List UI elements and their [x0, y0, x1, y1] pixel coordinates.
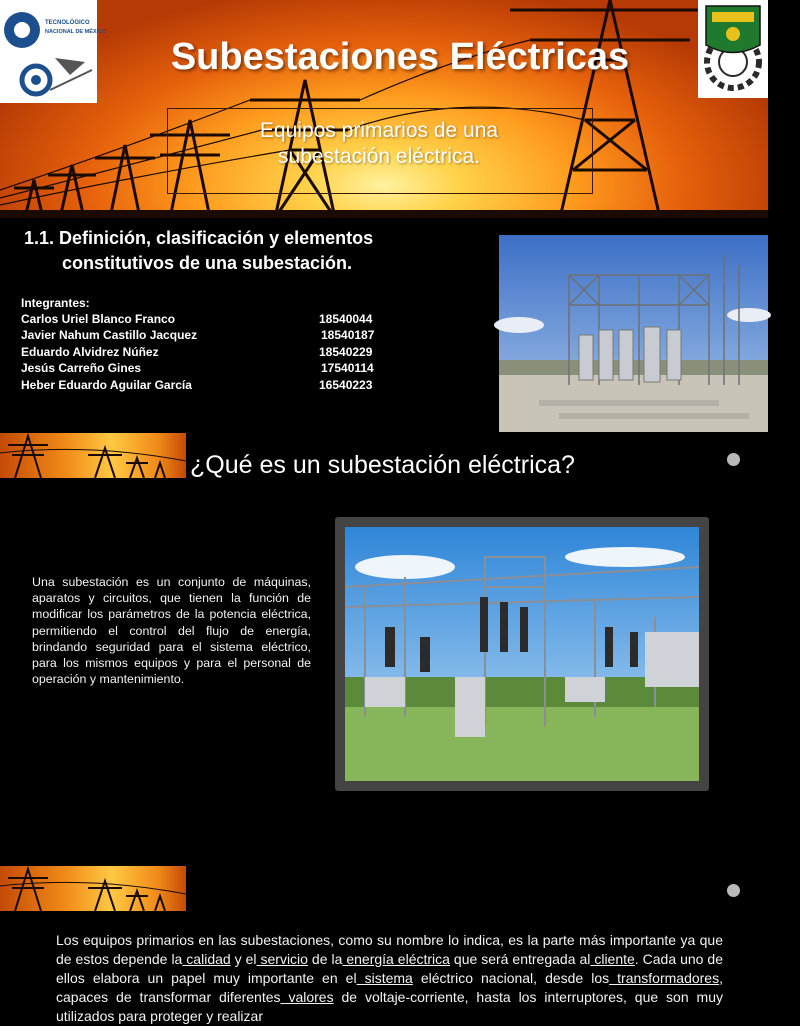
member-name: Javier Nahum Castillo Jacquez [21, 328, 198, 342]
member-id: 18540229 [319, 345, 373, 359]
svg-text:NACIONAL DE MÉXICO: NACIONAL DE MÉXICO [45, 29, 107, 35]
link-servicio[interactable]: servicio [256, 951, 308, 967]
link-energia-electrica[interactable]: energía eléctrica [342, 951, 450, 967]
substation-photo-2 [345, 527, 699, 781]
member-row [21, 378, 401, 394]
member-row [21, 312, 401, 328]
svg-text:TECNOLÓGICO: TECNOLÓGICO [45, 20, 90, 26]
bullet-dot-icon [727, 884, 740, 897]
member-row [21, 328, 401, 344]
member-id: 18540044 [319, 312, 373, 326]
member-row [21, 361, 401, 377]
link-sistema[interactable]: sistema [356, 970, 413, 986]
member-row [21, 345, 401, 361]
subtitle [167, 118, 591, 170]
definition-paragraph: Una subestación es un conjunto de máquinas, aparatos y circuitos, que tienen la función de modificar los parámetros de la potencia eléctrica, permitiendo el control del flujo de energía, brindando seguridad para el sistema eléctrico, para los mismos equipos y para el personal de operación y mantenimiento. [32, 575, 311, 687]
link-valores[interactable]: valores [280, 989, 334, 1005]
page-title: Subestaciones Eléctricas [170, 36, 630, 78]
equipment-paragraph: Los equipos primarios en las subestaciones, como su nombre lo indica, es la parte más importante ya que de estos depende la calidad y el servicio de la energía eléctrica que será entregada al cliente. Cada uno de ellos elabora un papel muy importante en el sistema eléctrico nacional, desde los transformadores, capaces de transformar diferentes valores de voltaje-corriente, hasta los interruptores, que son muy utilizados para proteger y realizar [56, 932, 723, 1024]
member-name: Eduardo Alvidrez Núñez [21, 345, 159, 359]
subtitle-line-2: subestación eléctrica. [278, 145, 480, 168]
member-id: 17540114 [321, 361, 374, 375]
member-name: Carlos Uriel Blanco Franco [21, 312, 176, 326]
link-cliente[interactable]: cliente [590, 951, 635, 967]
link-transformadores[interactable]: transformadores [609, 970, 720, 986]
member-name: Heber Eduardo Aguilar García [21, 378, 192, 392]
link-calidad[interactable]: calidad [182, 951, 231, 967]
bullet-dot-icon [727, 453, 740, 466]
section-heading [24, 226, 474, 276]
member-id: 18540187 [321, 328, 375, 342]
section-heading-line-2: constitutivos de una subestación. [62, 253, 353, 273]
section-heading-line-1: 1.1. Definición, clasificación y elementos [24, 228, 374, 248]
question-title: ¿Qué es un subestación eléctrica? [190, 451, 575, 479]
member-id: 16540223 [319, 378, 373, 392]
substation-photo-1 [499, 235, 768, 432]
member-name: Jesús Carreño Gines [21, 361, 142, 375]
subtitle-line-1: Equipos primarios de una [259, 119, 499, 142]
members-label: Integrantes: [21, 296, 90, 310]
tower-strip [0, 866, 186, 911]
tower-strip [0, 433, 186, 478]
